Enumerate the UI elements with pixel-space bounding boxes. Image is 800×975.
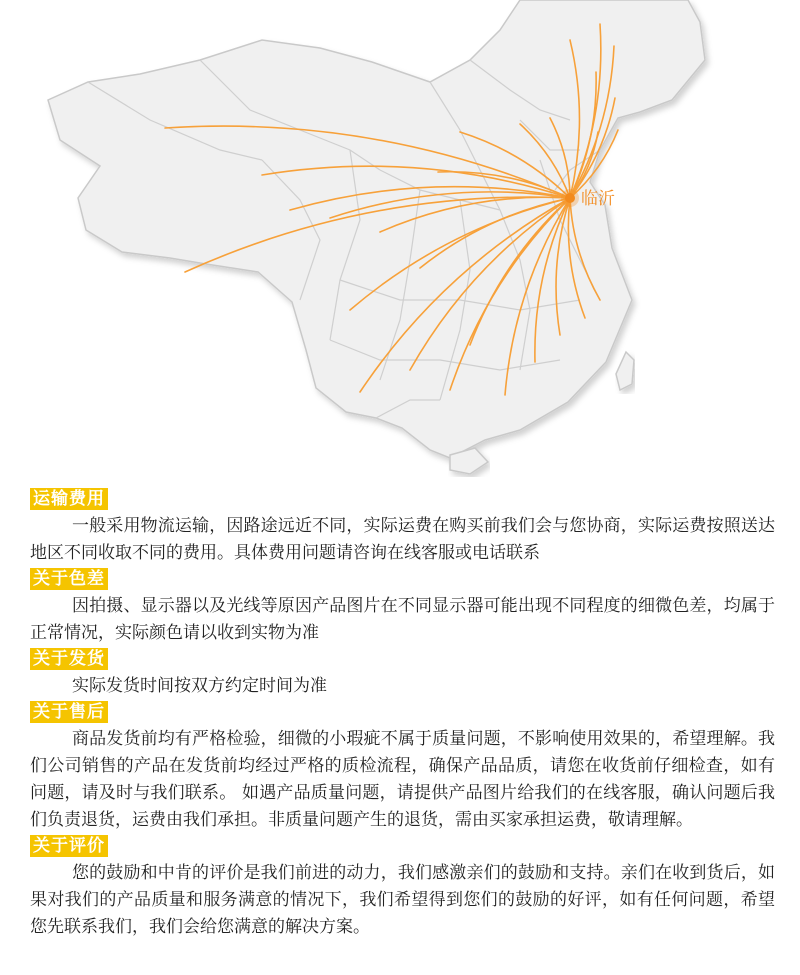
info-sections <box>30 487 775 941</box>
map-city-label: 临沂 <box>581 189 615 209</box>
section-title: 关于售后 <box>30 701 108 723</box>
section-color-difference <box>30 567 775 647</box>
section-body: 一般采用物流运输，因路途远近不同，实际运费在购买前我们会与您协商，实际运费按照送达地区不同收取不同的费用。具体费用问题请咨询在线客服或电话联系 <box>30 516 775 563</box>
taiwan-island-shape <box>616 352 634 390</box>
section-title: 关于发货 <box>30 648 108 670</box>
section-reviews <box>30 834 775 941</box>
section-body: 商品发货前均有严格检验，细微的小瑕疵不属于质量问题，不影响使用效果的，希望理解。我们公司销售的产品在发货前均经过严格的质检流程，确保产品品质，请您在收货前仔细检查，如有问题，请及时与我们联系。 如遇产品质量问题，请提供产品图片给我们的在线客服，确认问题后我们负责退货，运费由我们承担。非质量问题产生的退货，需由买家承担运费，敬请理解。 <box>30 729 775 830</box>
section-body: 实际发货时间按双方约定时间为准 <box>72 676 327 696</box>
section-title: 运输费用 <box>30 488 108 510</box>
section-title: 关于色差 <box>30 568 108 590</box>
section-body: 您的鼓励和中肯的评价是我们前进的动力，我们感激亲们的鼓励和支持。亲们在收到货后，如果对我们的产品质量和服务满意的情况下，我们希望得到您们的鼓励的好评，如有任何问题，希望您先联系我们，我们会给您满意的解决方案。 <box>30 863 775 937</box>
section-title: 关于评价 <box>30 835 108 857</box>
china-mainland-shape <box>48 0 705 458</box>
section-shipping-fee <box>30 487 775 567</box>
linyi-hub-glow <box>561 189 579 207</box>
section-body: 因拍摄、显示器以及光线等原因产品图片在不同显示器可能出现不同程度的细微色差，均属于正常情况，实际颜色请以收到实物为准 <box>30 596 775 643</box>
china-shipping-map <box>0 0 800 480</box>
section-delivery <box>30 647 775 700</box>
section-after-sales <box>30 700 775 834</box>
